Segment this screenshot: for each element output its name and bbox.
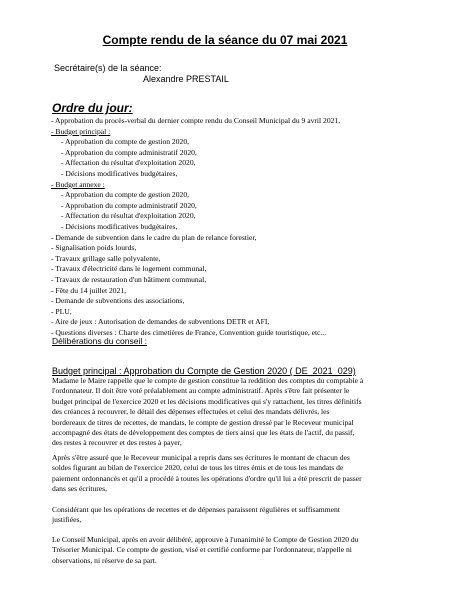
agenda-subitem: - Approbation du compte administratif 2020,: [61, 147, 197, 157]
paragraph-line: Après s'être assuré que le Receveur municipal a repris dans ses écritures le montant de chacun des: [52, 453, 350, 462]
paragraph-line: soldes figurant au bilan de l'exercice 2020, celui de tous les titres émis et de tous les mandats de: [52, 463, 344, 473]
paragraph-line: Considérant que les opérations de recettes et de dépenses paraissent régulières et suffisamment: [52, 505, 340, 514]
document-title: Compte rendu de la séance du 07 mai 2021: [102, 33, 348, 47]
paragraph-line: paiement ordonnancés et qu'il a procédé à toutes les opérations d'ordre qu'il lui a été prescrit de passer: [52, 473, 362, 483]
paragraph-line: observations, ni réserve de sa part.: [52, 555, 157, 565]
paragraph-line: accompagné des états de développement des comptes de tiers ainsi que les états de l'actif, du passif,: [52, 427, 355, 437]
agenda-subitem: - Affectation du résultat d'exploitation 2020,: [61, 211, 196, 221]
agenda-item: - Travaux de restauration d'un bâtiment communal,: [51, 274, 207, 284]
paragraph-line: dans ses écritures,: [52, 484, 108, 494]
agenda-item: - Questions diverses : Charte des cimetières de France, Convention guide touristique, etc...: [51, 327, 327, 337]
agenda-item: - PLU,: [51, 306, 72, 316]
paragraph-line: des créances à recouvrer, le détail des dépenses effectuées et celui des mandats délivrés, les: [52, 407, 330, 417]
agenda-section-budget-annexe: - Budget annexe :: [51, 179, 105, 189]
deliberation-paragraph: [52, 505, 398, 526]
agenda-item: - Travaux d'électricité dans le logement communal,: [51, 264, 207, 274]
paragraph-line: Trésorier Municipal. Ce compte de gestion, visé et certifié conforme par l'ordonnateur, n'appelle ni: [52, 545, 352, 555]
deliberation-paragraph: [52, 453, 398, 495]
deliberations-heading: Délibérations du conseil :: [52, 336, 147, 346]
agenda-item: - Fête du 14 juillet 2021,: [51, 285, 127, 295]
paragraph-line: des restes à recouvrer et des restes à payer,: [52, 438, 182, 448]
agenda-item: - Signalisation poids lourds,: [51, 243, 137, 253]
deliberation-paragraph: [52, 535, 398, 566]
agenda-list: [51, 116, 431, 338]
paragraph-line: justifiées,: [52, 515, 82, 525]
agenda-item: - Aire de jeux : Autorisation de demandes de subventions DETR et AFI,: [51, 317, 270, 327]
secretaire-name: Alexandre PRESTAIL: [143, 74, 229, 84]
secretaire-label: Secrétaire(s) de la séance:: [54, 63, 162, 73]
agenda-subitem: - Approbation du compte de gestion 2020,: [61, 137, 190, 147]
agenda-item: - Travaux grillage salle polyvalente,: [51, 253, 161, 263]
ordre-du-jour-heading: Ordre du jour:: [52, 101, 133, 115]
paragraph-line: budget principal de l'exercice 2020 et les décisions modificatives qui s'y rattachent, les titres définitifs: [52, 396, 362, 406]
paragraph-line: bordereaux de titres de recettes, de mandats, le compte de gestion dressé par le Receveur municipal: [52, 417, 354, 427]
agenda-section-budget-principal: - Budget principal :: [51, 126, 111, 136]
agenda-item: - Demande de subvention dans le cadre du plan de relance forestier,: [51, 232, 257, 242]
agenda-subitem: - Décisions modificatives budgétaires,: [61, 221, 178, 231]
agenda-subitem: - Approbation du compte administratif 2020,: [61, 200, 197, 210]
agenda-subitem: - Décisions modificatives budgétaires,: [61, 168, 178, 178]
paragraph-line: l'ordonnateur. Il doit être voté préalablement au compte administratif. Après s'être fait présenter le: [52, 386, 350, 396]
agenda-subitem: - Affectation du résultat d'exploitation 2020,: [61, 158, 196, 168]
paragraph-line: Le Conseil Municipal, après en avoir délibéré, approuve à l'unanimité le Compte de Gestion 2020 du: [52, 535, 359, 544]
deliberation-section-title: Budget principal : Approbation du Compte de Gestion 2020 ( DE_2021_029): [52, 366, 356, 376]
agenda-item: - Approbation du procès-verbal du dernier compte rendu du Conseil Municipal du 9 avril 2021,: [51, 116, 341, 125]
agenda-item: - Demande de subventions des associations,: [51, 296, 185, 306]
deliberation-paragraph: [52, 376, 398, 449]
agenda-subitem: - Approbation du compte de gestion 2020,: [61, 190, 190, 200]
paragraph-line: Madame le Maire rappelle que le compte de gestion constitue la reddition des comptes du comptable à: [52, 376, 364, 385]
